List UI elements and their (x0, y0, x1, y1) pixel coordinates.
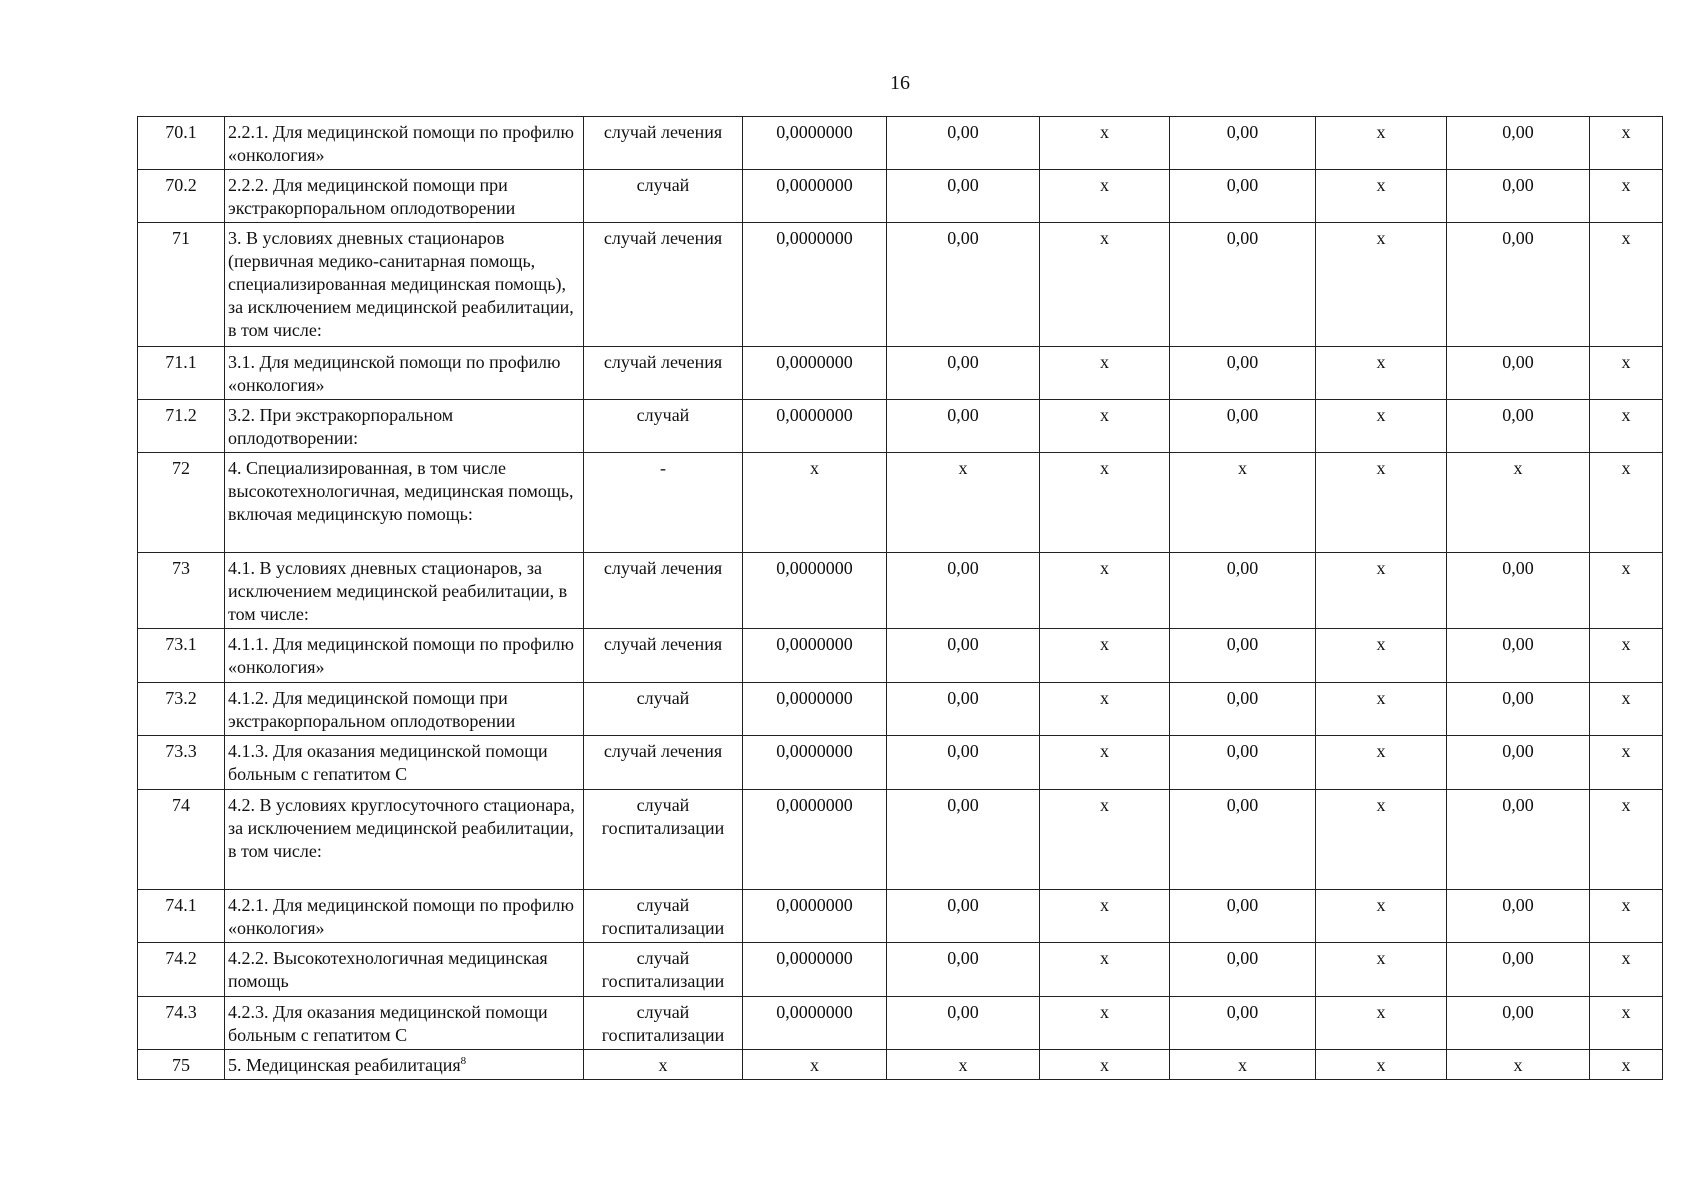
description-cell: 4.2.3. Для оказания медицинской помощи больным с гепатитом С (225, 997, 584, 1050)
unit-cell: х (584, 1050, 743, 1080)
value-cell-4: 0,0000000 (743, 890, 887, 943)
value-cell-7: 0,00 (1170, 629, 1316, 683)
row-number-cell: 74 (138, 790, 225, 890)
value-cell-6: х (1040, 997, 1170, 1050)
row-number-cell: 73.1 (138, 629, 225, 683)
value-cell-6: х (1040, 347, 1170, 400)
value-cell-10: х (1590, 890, 1663, 943)
unit-cell: случай (584, 170, 743, 223)
description-cell: 4.2. В условиях круглосуточного стационара, за исключением медицинской реабилитации, в том числе: (225, 790, 584, 890)
value-cell-9: 0,00 (1447, 890, 1590, 943)
value-cell-4: 0,0000000 (743, 629, 887, 683)
table-row (138, 629, 1663, 683)
value-cell-5: х (887, 1050, 1040, 1080)
value-cell-6: х (1040, 629, 1170, 683)
row-number-cell: 70.2 (138, 170, 225, 223)
table-row (138, 997, 1663, 1050)
description-cell: 3. В условиях дневных стационаров (первичная медико-санитарная помощь, специализированная медицинская помощь), за исключением медицинской реабилитации, в том числе: (225, 223, 584, 347)
table-row (138, 117, 1663, 170)
value-cell-9: 0,00 (1447, 400, 1590, 453)
row-number-cell: 72 (138, 453, 225, 553)
value-cell-7: 0,00 (1170, 997, 1316, 1050)
value-cell-6: х (1040, 117, 1170, 170)
value-cell-9: 0,00 (1447, 736, 1590, 790)
value-cell-8: х (1316, 997, 1447, 1050)
value-cell-10: х (1590, 790, 1663, 890)
table-row (138, 736, 1663, 790)
description-cell: 2.2.1. Для медицинской помощи по профилю «онкология» (225, 117, 584, 170)
value-cell-9: 0,00 (1447, 117, 1590, 170)
value-cell-6: х (1040, 223, 1170, 347)
description-cell: 4.2.2. Высокотехнологичная медицинская помощь (225, 943, 584, 997)
value-cell-5: 0,00 (887, 890, 1040, 943)
description-cell: 4.1.1. Для медицинской помощи по профилю «онкология» (225, 629, 584, 683)
unit-cell: случай лечения (584, 347, 743, 400)
value-cell-4: 0,0000000 (743, 170, 887, 223)
value-cell-9: 0,00 (1447, 997, 1590, 1050)
unit-cell: случай лечения (584, 736, 743, 790)
value-cell-6: х (1040, 1050, 1170, 1080)
data-table (137, 116, 1663, 1080)
value-cell-10: х (1590, 553, 1663, 629)
unit-cell: случай лечения (584, 223, 743, 347)
value-cell-4: 0,0000000 (743, 347, 887, 400)
value-cell-8: х (1316, 790, 1447, 890)
table-row (138, 943, 1663, 997)
row-number-cell: 71.2 (138, 400, 225, 453)
value-cell-5: 0,00 (887, 117, 1040, 170)
value-cell-7: 0,00 (1170, 347, 1316, 400)
table-row (138, 683, 1663, 736)
value-cell-9: 0,00 (1447, 553, 1590, 629)
value-cell-4: 0,0000000 (743, 997, 887, 1050)
description-cell: 4.1.3. Для оказания медицинской помощи больным с гепатитом С (225, 736, 584, 790)
value-cell-9: 0,00 (1447, 223, 1590, 347)
value-cell-6: х (1040, 453, 1170, 553)
value-cell-7: 0,00 (1170, 400, 1316, 453)
value-cell-8: х (1316, 453, 1447, 553)
value-cell-10: х (1590, 1050, 1663, 1080)
value-cell-4: х (743, 453, 887, 553)
table-row (138, 553, 1663, 629)
value-cell-6: х (1040, 170, 1170, 223)
value-cell-8: х (1316, 890, 1447, 943)
description-cell: 2.2.2. Для медицинской помощи при экстракорпоральном оплодотворении (225, 170, 584, 223)
description-cell: 4.1.2. Для медицинской помощи при экстракорпоральном оплодотворении (225, 683, 584, 736)
value-cell-4: 0,0000000 (743, 683, 887, 736)
value-cell-4: 0,0000000 (743, 117, 887, 170)
value-cell-8: х (1316, 943, 1447, 997)
value-cell-10: х (1590, 997, 1663, 1050)
value-cell-10: х (1590, 223, 1663, 347)
value-cell-5: х (887, 453, 1040, 553)
value-cell-8: х (1316, 117, 1447, 170)
value-cell-8: х (1316, 553, 1447, 629)
value-cell-5: 0,00 (887, 553, 1040, 629)
description-cell: 4. Специализированная, в том числе высокотехнологичная, медицинская помощь, включая медицинскую помощь: (225, 453, 584, 553)
description-cell (225, 1050, 584, 1080)
description-cell: 4.2.1. Для медицинской помощи по профилю «онкология» (225, 890, 584, 943)
value-cell-10: х (1590, 736, 1663, 790)
table-row (138, 453, 1663, 553)
value-cell-5: 0,00 (887, 790, 1040, 890)
value-cell-5: 0,00 (887, 683, 1040, 736)
row-number-cell: 73.3 (138, 736, 225, 790)
table-row (138, 223, 1663, 347)
value-cell-9: 0,00 (1447, 170, 1590, 223)
value-cell-6: х (1040, 400, 1170, 453)
value-cell-8: х (1316, 1050, 1447, 1080)
unit-cell: случай госпитализации (584, 790, 743, 890)
value-cell-8: х (1316, 347, 1447, 400)
value-cell-9: 0,00 (1447, 790, 1590, 890)
value-cell-9: х (1447, 453, 1590, 553)
value-cell-5: 0,00 (887, 629, 1040, 683)
table-row (138, 1050, 1663, 1080)
value-cell-9: 0,00 (1447, 943, 1590, 997)
unit-cell: случай госпитализации (584, 997, 743, 1050)
description-cell: 3.1. Для медицинской помощи по профилю «онкология» (225, 347, 584, 400)
value-cell-8: х (1316, 400, 1447, 453)
value-cell-7: х (1170, 1050, 1316, 1080)
row-number-cell: 73.2 (138, 683, 225, 736)
row-number-cell: 74.1 (138, 890, 225, 943)
table-row (138, 170, 1663, 223)
value-cell-7: 0,00 (1170, 790, 1316, 890)
value-cell-5: 0,00 (887, 943, 1040, 997)
value-cell-7: 0,00 (1170, 223, 1316, 347)
value-cell-10: х (1590, 400, 1663, 453)
value-cell-10: х (1590, 943, 1663, 997)
value-cell-9: х (1447, 1050, 1590, 1080)
value-cell-8: х (1316, 736, 1447, 790)
value-cell-4: 0,0000000 (743, 943, 887, 997)
footnote-mark: 8 (460, 1055, 467, 1067)
value-cell-9: 0,00 (1447, 683, 1590, 736)
value-cell-4: 0,0000000 (743, 223, 887, 347)
value-cell-10: х (1590, 453, 1663, 553)
table-row (138, 890, 1663, 943)
unit-cell: случай лечения (584, 629, 743, 683)
value-cell-4: 0,0000000 (743, 790, 887, 890)
value-cell-7: 0,00 (1170, 736, 1316, 790)
value-cell-7: 0,00 (1170, 553, 1316, 629)
value-cell-5: 0,00 (887, 736, 1040, 790)
value-cell-4: 0,0000000 (743, 736, 887, 790)
row-number-cell: 71 (138, 223, 225, 347)
unit-cell: случай лечения (584, 553, 743, 629)
value-cell-7: 0,00 (1170, 117, 1316, 170)
value-cell-7: х (1170, 453, 1316, 553)
unit-cell: случай госпитализации (584, 943, 743, 997)
row-number-cell: 70.1 (138, 117, 225, 170)
row-number-cell: 71.1 (138, 347, 225, 400)
value-cell-6: х (1040, 683, 1170, 736)
value-cell-5: 0,00 (887, 170, 1040, 223)
unit-cell: случай (584, 683, 743, 736)
unit-cell: случай (584, 400, 743, 453)
value-cell-10: х (1590, 629, 1663, 683)
value-cell-10: х (1590, 117, 1663, 170)
value-cell-10: х (1590, 170, 1663, 223)
value-cell-6: х (1040, 790, 1170, 890)
unit-cell: - (584, 453, 743, 553)
value-cell-7: 0,00 (1170, 683, 1316, 736)
row-number-cell: 74.3 (138, 997, 225, 1050)
unit-cell: случай госпитализации (584, 890, 743, 943)
value-cell-5: 0,00 (887, 223, 1040, 347)
value-cell-6: х (1040, 890, 1170, 943)
table-body (138, 117, 1663, 1080)
value-cell-9: 0,00 (1447, 629, 1590, 683)
value-cell-10: х (1590, 683, 1663, 736)
value-cell-9: 0,00 (1447, 347, 1590, 400)
value-cell-4: х (743, 1050, 887, 1080)
row-number-cell: 74.2 (138, 943, 225, 997)
unit-cell: случай лечения (584, 117, 743, 170)
value-cell-5: 0,00 (887, 997, 1040, 1050)
description-text: 5. Медицинская реабилитация (228, 1055, 461, 1075)
table-row (138, 400, 1663, 453)
value-cell-6: х (1040, 943, 1170, 997)
value-cell-4: 0,0000000 (743, 553, 887, 629)
row-number-cell: 75 (138, 1050, 225, 1080)
value-cell-4: 0,0000000 (743, 400, 887, 453)
value-cell-8: х (1316, 629, 1447, 683)
description-cell: 4.1. В условиях дневных стационаров, за исключением медицинской реабилитации, в том числе: (225, 553, 584, 629)
value-cell-7: 0,00 (1170, 890, 1316, 943)
table-row (138, 790, 1663, 890)
value-cell-5: 0,00 (887, 347, 1040, 400)
value-cell-8: х (1316, 683, 1447, 736)
value-cell-7: 0,00 (1170, 170, 1316, 223)
value-cell-6: х (1040, 553, 1170, 629)
value-cell-7: 0,00 (1170, 943, 1316, 997)
page-number: 16 (890, 72, 910, 94)
value-cell-5: 0,00 (887, 400, 1040, 453)
value-cell-10: х (1590, 347, 1663, 400)
row-number-cell: 73 (138, 553, 225, 629)
value-cell-8: х (1316, 223, 1447, 347)
value-cell-6: х (1040, 736, 1170, 790)
table-row (138, 347, 1663, 400)
value-cell-8: х (1316, 170, 1447, 223)
description-cell: 3.2. При экстракорпоральном оплодотворении: (225, 400, 584, 453)
